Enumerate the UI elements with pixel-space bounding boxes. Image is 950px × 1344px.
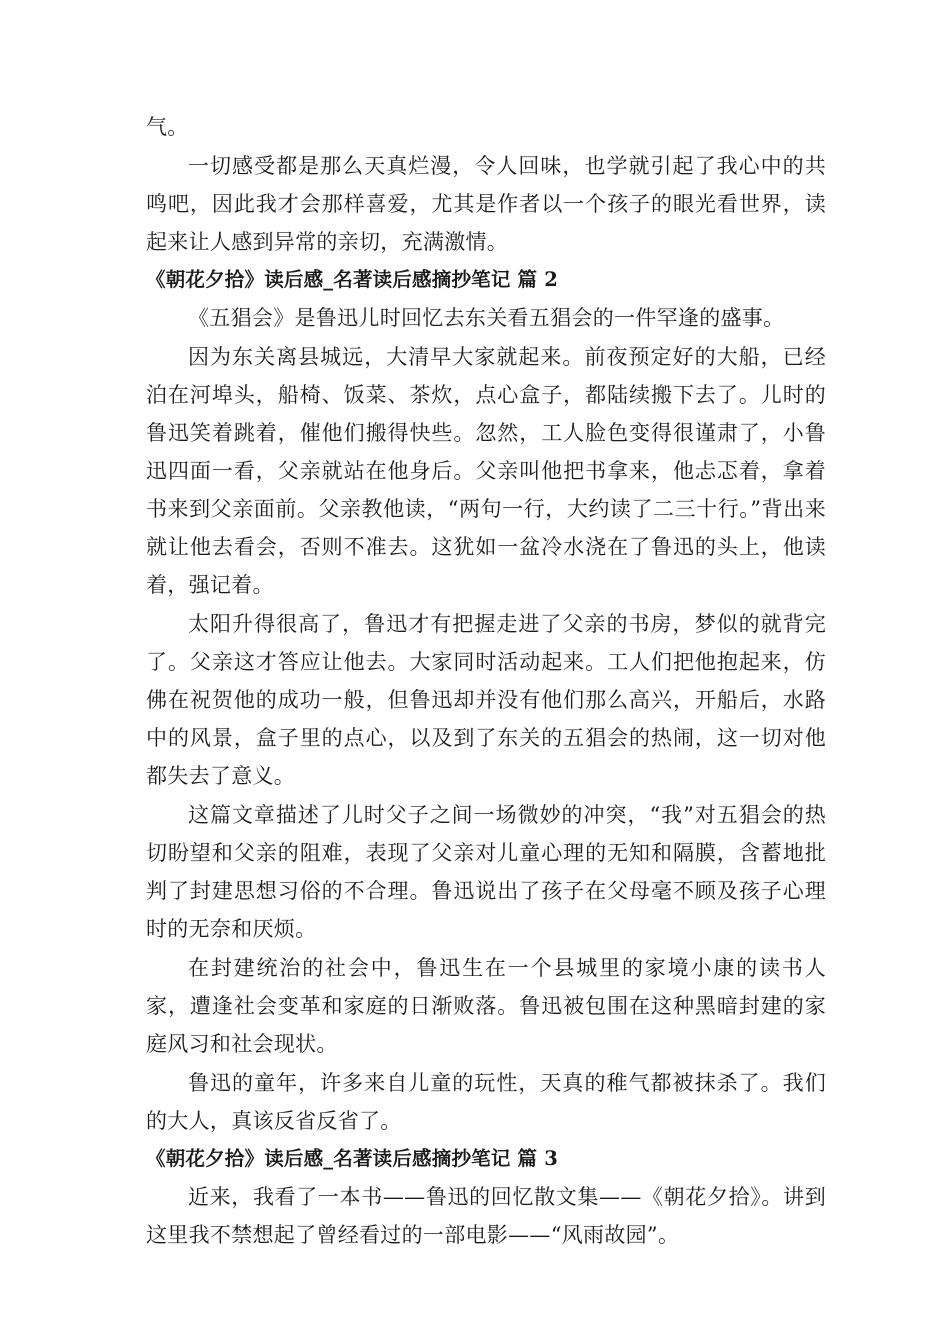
paragraph: 鲁迅的童年，许多来自儿童的玩性，天真的稚气都被抹杀了。我们的大人，真该反省反省了。: [146, 1071, 826, 1133]
paragraph: 因为东关离县城远，大清早大家就起来。前夜预定好的大船，已经泊在河埠头，船椅、饭菜、茶炊，点心盒子，都陆续搬下去了。儿时的鲁迅笑着跳着，催他们搬得快些。忽然，工人脸色变得很谨肃了，小鲁迅四面一看，父亲就站在他身后。父亲叫他把书拿来，他忐忑着，拿着书来到父亲面前。父亲教他读，“两句一行，大约读了二三十行。”背出来就让他去看会，否则不准去。这犹如一盆冷水浇在了鲁迅的头上，他读着，强记着。: [146, 345, 826, 597]
paragraph: 一切感受都是那么天真烂漫，令人回味，也学就引起了我心中的共鸣吧，因此我才会那样喜爱，尤其是作者以一个孩子的眼光看世界，读起来让人感到异常的亲切，充满激情。: [146, 154, 826, 254]
paragraph: 太阳升得很高了，鲁迅才有把握走进了父亲的书房，梦似的就背完了。父亲这才答应让他去。大家同时活动起来。工人们把他抱起来，仿佛在祝贺他的成功一般，但鲁迅却并没有他们那么高兴，开船后，水路中的风景，盒子里的点心，以及到了东关的五猖会的热闹，这一切对他都失去了意义。: [146, 612, 826, 788]
paragraph: 气。: [146, 115, 189, 139]
paragraph: 在封建统治的社会中，鲁迅生在一个县城里的家境小康的读书人家，遭逢社会变革和家庭的日渐败落。鲁迅被包围在这种黑暗封建的家庭风习和社会现状。: [146, 956, 826, 1056]
section-heading: 《朝花夕拾》读后感_名著读后感摘抄笔记 篇 2: [146, 268, 558, 291]
section-heading: 《朝花夕拾》读后感_名著读后感摘抄笔记 篇 3: [146, 1147, 558, 1170]
paragraph: 近来，我看了一本书——鲁迅的回忆散文集——《朝花夕拾》。讲到这里我不禁想起了曾经看过的一部电影——“风雨故园”。: [146, 1185, 826, 1247]
paragraph: 这篇文章描述了儿时父子之间一场微妙的冲突，“我”对五猖会的热切盼望和父亲的阻难，表现了父亲对儿童心理的无知和隔膜，含蓄地批判了封建思想习俗的不合理。鲁迅说出了孩子在父母毫不顾及孩子心理时的无奈和厌烦。: [146, 803, 826, 941]
paragraph: 《五猖会》是鲁迅儿时回忆去东关看五猖会的一件罕逢的盛事。: [188, 306, 785, 330]
document-page: [146, 108, 826, 1254]
